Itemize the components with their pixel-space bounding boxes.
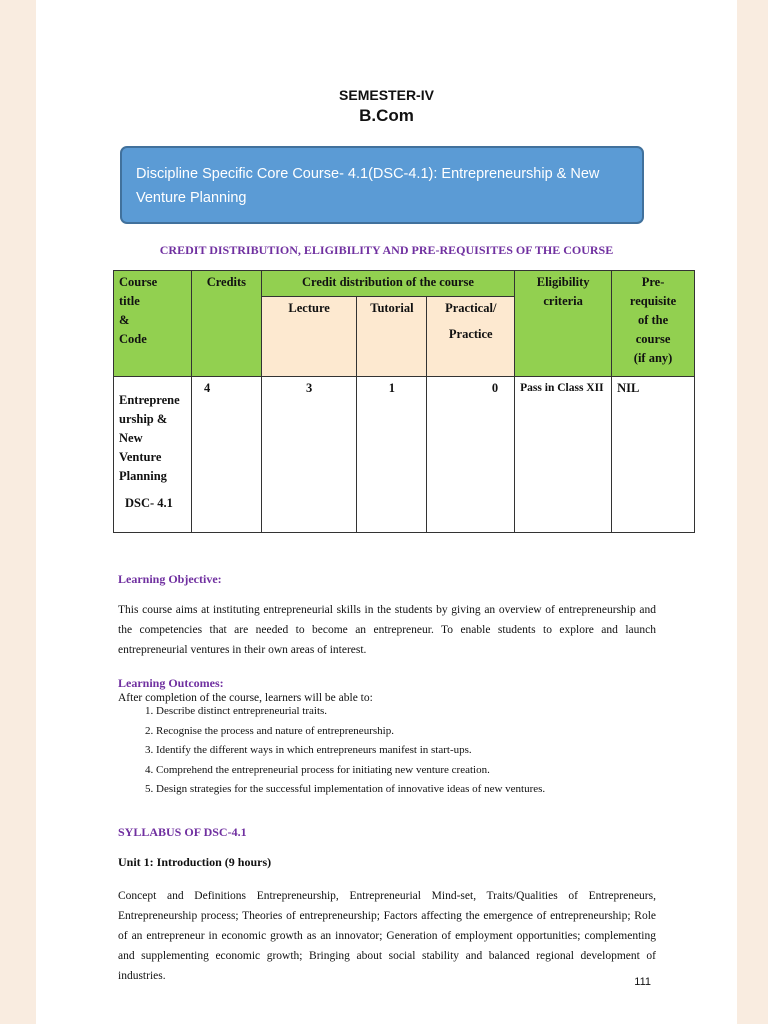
cell-lecture: 3	[261, 377, 357, 533]
cell-prerequisite: NIL	[612, 377, 695, 533]
header-credits: Credits	[191, 271, 261, 377]
semester-title: SEMESTER-IV	[339, 87, 434, 103]
cell-credits: 4	[191, 377, 261, 533]
header-course-title: Course title & Code	[114, 271, 192, 377]
learning-objective-text: This course aims at instituting entrepreneurial skills in the students by giving an overview of entrepreneurship and the competencies that are needed to become an entrepreneur. To enable students to explore and launch entrepreneurial ventures in their own areas of interest.	[118, 604, 656, 656]
header-eligibility: Eligibility criteria	[515, 271, 612, 377]
credit-distribution-table	[113, 270, 695, 533]
credit-distribution-heading: CREDIT DISTRIBUTION, ELIGIBILITY AND PRE-REQUISITES OF THE COURSE	[159, 243, 614, 257]
document-page	[36, 0, 737, 1024]
header-credit-distribution: Credit distribution of the course	[261, 271, 514, 297]
cell-eligibility: Pass in Class XII	[515, 377, 612, 533]
header-lecture: Lecture	[261, 297, 357, 377]
syllabus-heading: SYLLABUS OF DSC-4.1	[118, 825, 247, 839]
page-number: 111	[634, 976, 651, 988]
cell-tutorial: 1	[357, 377, 427, 533]
header-tutorial: Tutorial	[357, 297, 427, 377]
cell-course-name: Entreprene urship & New Venture Planning DSC- 4.1	[114, 377, 192, 533]
program-title: B.Com	[359, 106, 414, 125]
list-item: 1. Describe distinct entrepreneurial traits.	[156, 702, 676, 722]
learning-outcomes-heading: Learning Outcomes:	[118, 676, 224, 690]
list-item: 5. Design strategies for the successful implementation of innovative ideas of new ventures.	[156, 780, 676, 800]
list-item: 4. Comprehend the entrepreneurial process for initiating new venture creation.	[156, 761, 676, 781]
learning-objective-heading: Learning Objective:	[118, 572, 222, 586]
header-practical: Practical/ Practice	[427, 297, 515, 377]
list-item: 2. Recognise the process and nature of entrepreneurship.	[156, 722, 676, 742]
cell-course-code: DSC- 4.1	[125, 496, 173, 510]
learning-outcomes-list	[118, 702, 676, 800]
unit-1-text: Concept and Definitions Entrepreneurship, Entrepreneurial Mind-set, Traits/Qualities of Entrepreneurs, Entrepreneurship process; Theories of entrepreneurship; Factors affecting the emergence of entrepreneurship; Role of an entrepreneur in economic growth as an innovator; Generation of employment opportunities; complementing and supplementing economic growth; Bringing about social stability and balanced regional development of industries.	[118, 890, 656, 982]
learning-outcomes-intro: After completion of the course, learners will be able to:	[118, 692, 373, 704]
unit-1-heading: Unit 1: Introduction (9 hours)	[118, 855, 272, 869]
course-banner: Discipline Specific Core Course- 4.1(DSC-4.1): Entrepreneurship & New Venture Planning	[120, 146, 644, 224]
list-item: 3. Identify the different ways in which entrepreneurs manifest in start-ups.	[156, 741, 676, 761]
cell-practical: 0	[427, 377, 515, 533]
header-prerequisite: Pre- requisite of the course (if any)	[612, 271, 695, 377]
